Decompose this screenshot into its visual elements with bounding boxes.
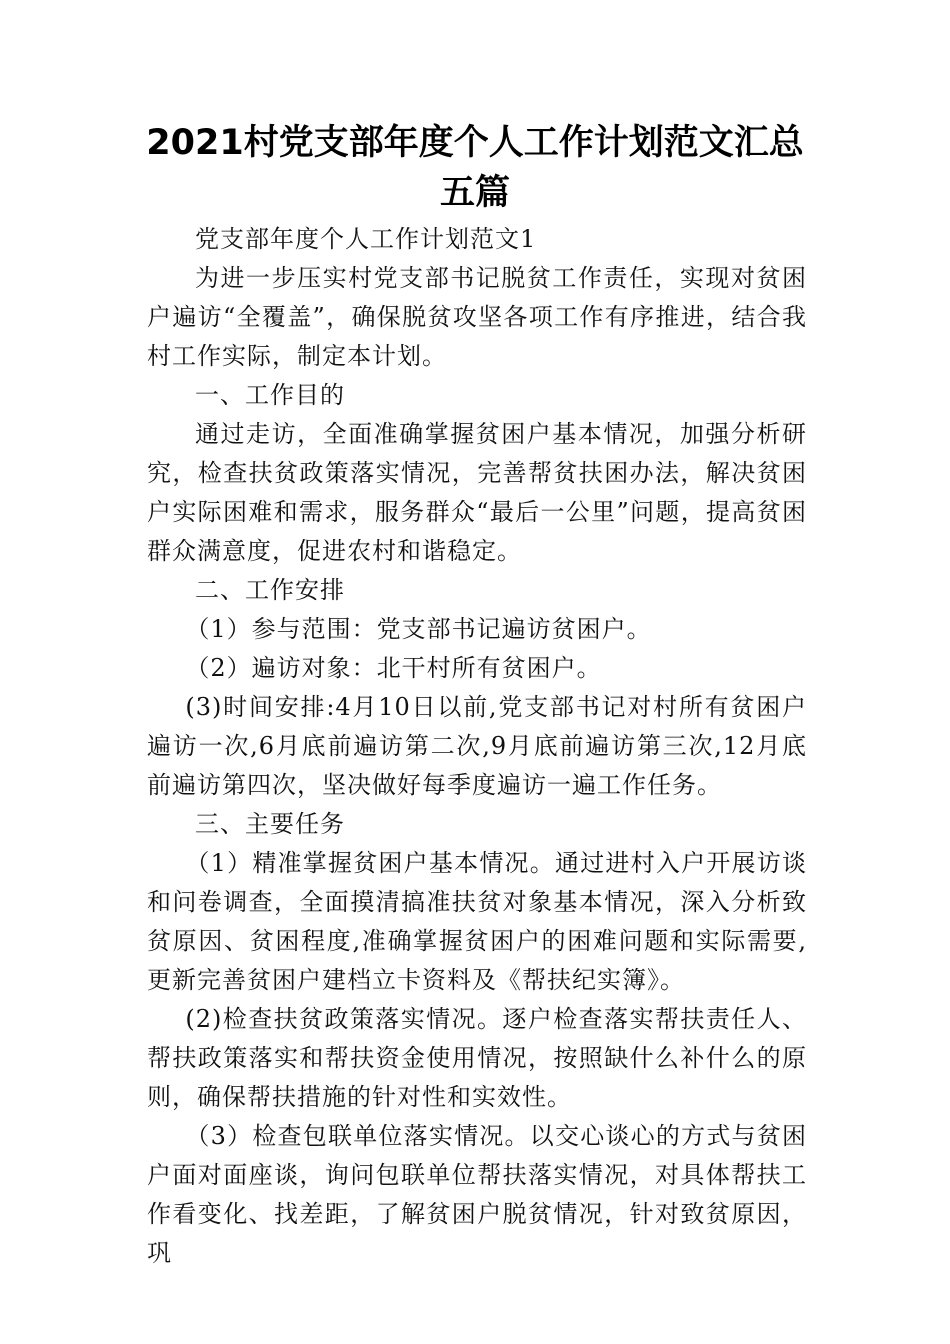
section-heading-1: 一、工作目的 [195, 381, 345, 409]
paragraph-purpose: 通过走访，全面准确掌握贫困户基本情况，加强分析研究，检查扶贫政策落实情况，完善帮贫扶困办法，解决贫困户实际困难和需求，服务群众“最后一公里”问题，提高贫困群众满意度，促进农村和谐稳定。 [147, 420, 807, 565]
document-title: 2021村党支部年度个人工作计划范文汇总五篇 [146, 123, 804, 213]
task-item-3: （3）检查包联单位落实情况。以交心谈心的方式与贫困户面对面座谈，询问包联单位帮扶落实情况，对具体帮扶工作看变化、找差距，了解贫困户脱贫情况，针对致贫原因，巩 [147, 1122, 807, 1267]
document-body [147, 220, 807, 1273]
section-heading-2: 二、工作安排 [195, 576, 345, 604]
task-item-1: （1）精准掌握贫困户基本情况。通过进村入户开展访谈和问卷调查，全面摸清搞准扶贫对象基本情况，深入分析致贫原因、贫困程度,准确掌握贫困户的困难问题和实际需要,更新完善贫困户建档立卡资料及《帮扶纪实簿》。 [147, 849, 807, 994]
paragraph-subtitle: 党支部年度个人工作计划范文1 [195, 225, 537, 253]
task-item-2: (2)检查扶贫政策落实情况。逐户检查落实帮扶责任人、帮扶政策落实和帮扶资金使用情况，按照缺什么补什么的原则，确保帮扶措施的针对性和实效性。 [147, 1005, 807, 1111]
list-item-schedule: (3)时间安排:4月10日以前,党支部书记对村所有贫困户遍访一次,6月底前遍访第二次,9月底前遍访第三次,12月底前遍访第四次，坚决做好每季度遍访一遍工作任务。 [147, 693, 807, 799]
section-heading-3: 三、主要任务 [195, 810, 345, 838]
list-item-targets: （2）遍访对象：北干村所有贫困户。 [185, 654, 602, 682]
list-item-scope: （1）参与范围：党支部书记遍访贫困户。 [185, 615, 652, 643]
paragraph-intro: 为进一步压实村党支部书记脱贫工作责任，实现对贫困户遍访“全覆盖”，确保脱贫攻坚各项工作有序推进，结合我村工作实际，制定本计划。 [147, 264, 807, 370]
